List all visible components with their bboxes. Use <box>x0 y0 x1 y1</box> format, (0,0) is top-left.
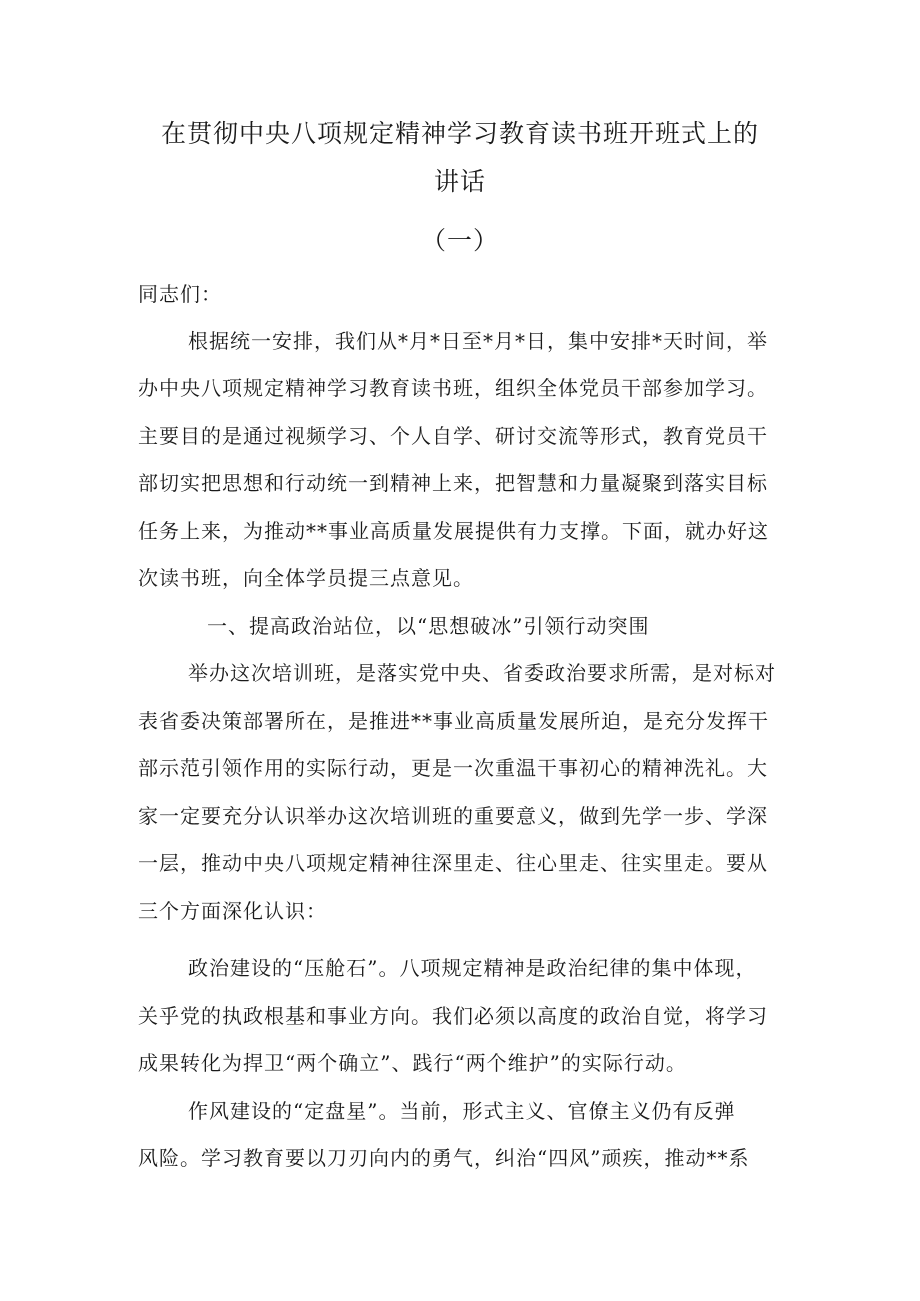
paragraph-1-line: 办中央八项规定精神学习教育读书班，组织全体党员干部参加学习。 <box>138 376 768 400</box>
paragraph-1-line: 次读书班，向全体学员提三点意见。 <box>138 566 474 590</box>
paragraph-3-line: 政治建设的“压舱石”。八项规定精神是政治纪律的集中体现， <box>188 956 757 980</box>
paragraph-2-line: 举办这次培训班，是落实党中央、省委政治要求所需，是对标对 <box>188 661 776 685</box>
paragraph-2-line: 表省委决策部署所在，是推进**事业高质量发展所迫，是充分发挥干 <box>138 709 769 733</box>
paragraph-2-line: 一层，推动中央八项规定精神往深里走、往心里走、往实里走。要从 <box>138 851 768 875</box>
document-title-line-1: 在贯彻中央八项规定精神学习教育读书班开班式上的 <box>160 119 759 148</box>
section-heading-1: 一、提高政治站位，以“思想破冰”引领行动突围 <box>207 614 650 638</box>
paragraph-2-line: 三个方面深化认识： <box>138 899 327 923</box>
paragraph-4-line: 作风建设的“定盘星”。当前，形式主义、官僚主义仍有反弹 <box>188 1099 736 1123</box>
paragraph-1-line: 根据统一安排，我们从*月*日至*月*日，集中安排*天时间，举 <box>188 329 768 353</box>
paragraph-1-line: 主要目的是通过视频学习、个人自学、研讨交流等形式，教育党员干 <box>138 424 768 448</box>
paragraph-4-line: 风险。学习教育要以刀刃向内的勇气，纠治“四风”顽疾，推动**系 <box>138 1146 750 1170</box>
document-subtitle: （一） <box>420 226 499 255</box>
document-title-line-2: 讲话 <box>433 167 486 196</box>
paragraph-3-line: 成果转化为捍卫“两个确立”、践行“两个维护”的实际行动。 <box>138 1051 687 1075</box>
paragraph-1-line: 任务上来，为推动**事业高质量发展提供有力支撑。下面，就办好这 <box>138 519 769 543</box>
paragraph-3-line: 关乎党的执政根基和事业方向。我们必须以高度的政治自觉，将学习 <box>138 1004 768 1028</box>
paragraph-2-line: 部示范引领作用的实际行动，更是一次重温干事初心的精神洗礼。大 <box>138 756 768 780</box>
paragraph-1-line: 部切实把思想和行动统一到精神上来，把智慧和力量凝聚到落实目标 <box>138 471 768 495</box>
paragraph-2-line: 家一定要充分认识举办这次培训班的重要意义，做到先学一步、学深 <box>138 804 768 828</box>
salutation: 同志们： <box>138 282 222 306</box>
